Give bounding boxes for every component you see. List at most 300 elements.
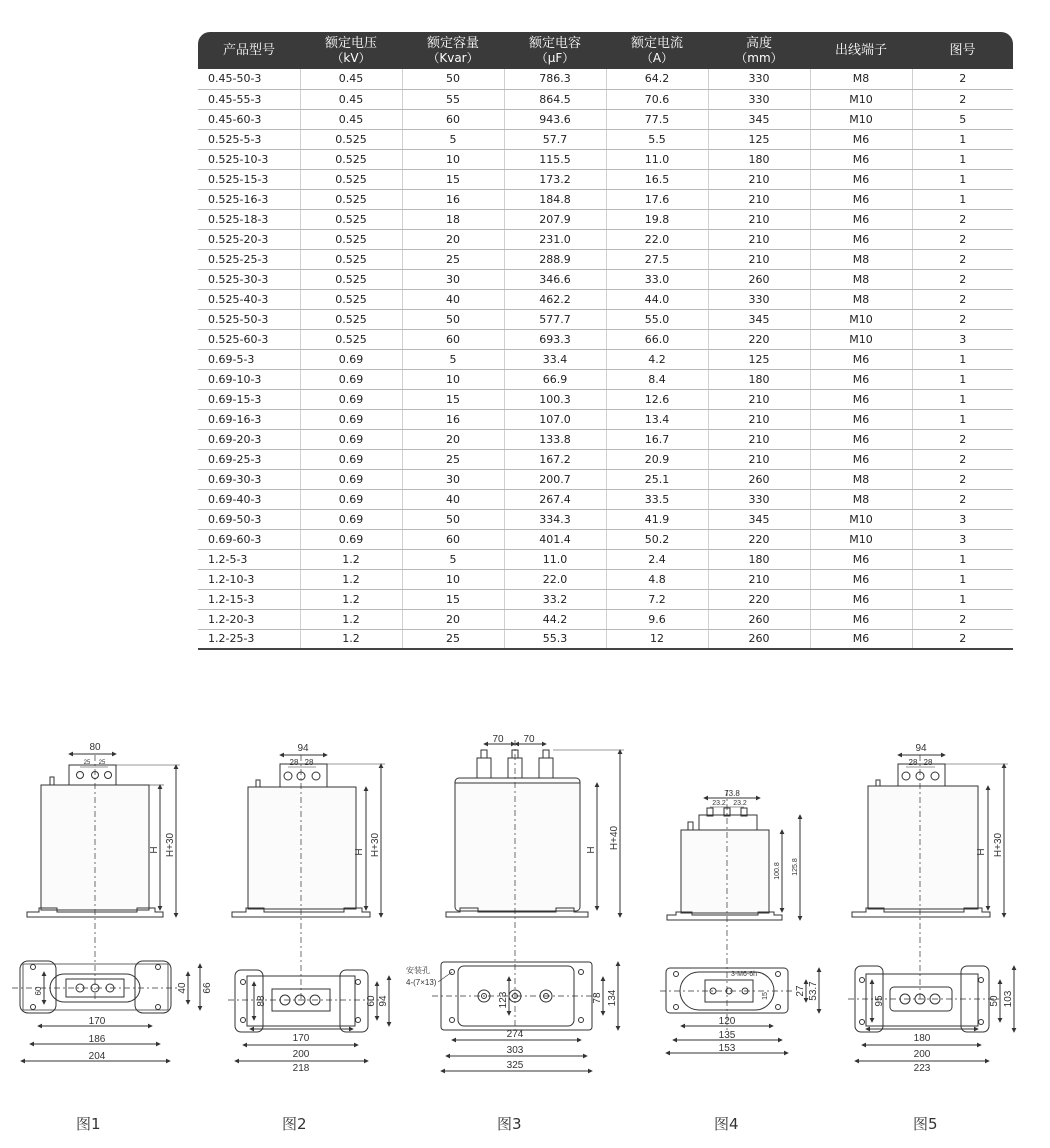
table-cell: 0.69-50-3 <box>198 509 300 529</box>
table-cell: 66.9 <box>504 369 606 389</box>
table-cell: M6 <box>810 349 912 369</box>
fig3-side-a: 78 <box>592 992 603 1004</box>
table-row <box>198 209 1013 229</box>
table-cell: 107.0 <box>504 409 606 429</box>
table-cell: 66.0 <box>606 329 708 349</box>
table-cell: 50 <box>402 309 504 329</box>
table-cell: M6 <box>810 189 912 209</box>
table-cell: 0.69 <box>300 369 402 389</box>
column-header <box>606 32 708 69</box>
table-cell: 334.3 <box>504 509 606 529</box>
table-cell: 50.2 <box>606 529 708 549</box>
table-cell: 41.9 <box>606 509 708 529</box>
table-cell: 57.7 <box>504 129 606 149</box>
table-cell: 1.2 <box>300 549 402 569</box>
table-cell: 0.525 <box>300 129 402 149</box>
table-cell: 1.2 <box>300 629 402 649</box>
figure-1-drawing <box>12 754 200 1061</box>
table-cell: 1 <box>912 129 1013 149</box>
table-cell: 346.6 <box>504 269 606 289</box>
table-cell: 2 <box>912 69 1013 89</box>
fig1-dim-2: 204 <box>88 1051 106 1062</box>
table-row <box>198 469 1013 489</box>
table-row <box>198 389 1013 409</box>
table-cell: 1 <box>912 389 1013 409</box>
table-row <box>198 509 1013 529</box>
table-cell: 55.3 <box>504 629 606 649</box>
fig4-pitch-b: 23.2 <box>733 800 747 807</box>
table-cell: 0.45-50-3 <box>198 69 300 89</box>
table-cell: 40 <box>402 489 504 509</box>
table-cell: 25 <box>402 629 504 649</box>
table-cell: 77.5 <box>606 109 708 129</box>
table-cell: 167.2 <box>504 449 606 469</box>
column-header-unit: （A） <box>640 50 674 65</box>
table-cell: 0.45-55-3 <box>198 89 300 109</box>
column-header-label: 产品型号 <box>222 42 275 58</box>
table-row <box>198 429 1013 449</box>
table-cell: 25 <box>402 249 504 269</box>
table-row <box>198 309 1013 329</box>
table-cell: 7.2 <box>606 589 708 609</box>
table-cell: M10 <box>810 529 912 549</box>
column-header <box>810 32 912 69</box>
fig1-side-c: 66 <box>202 982 213 994</box>
table-cell: 0.525 <box>300 229 402 249</box>
table-cell: 345 <box>708 509 810 529</box>
fig1-top-width: 80 <box>89 742 101 753</box>
fig4-h1: 100.8 <box>774 862 781 880</box>
table-cell: 44.0 <box>606 289 708 309</box>
table-cell: 180 <box>708 149 810 169</box>
fig5-height-total: H+30 <box>993 832 1004 858</box>
table-row <box>198 269 1013 289</box>
fig2-dim-0: 170 <box>292 1033 310 1044</box>
table-row <box>198 369 1013 389</box>
table-cell: 0.525-60-3 <box>198 329 300 349</box>
fig2-dim-2: 218 <box>292 1063 310 1074</box>
spec-table <box>198 32 1013 650</box>
table-cell: 19.8 <box>606 209 708 229</box>
table-row <box>198 249 1013 269</box>
table-row <box>198 609 1013 629</box>
table-cell: 267.4 <box>504 489 606 509</box>
table-row <box>198 229 1013 249</box>
table-cell: 0.69 <box>300 409 402 429</box>
table-cell: 1.2-15-3 <box>198 589 300 609</box>
fig2-height-total: H+30 <box>370 832 381 858</box>
table-cell: 5 <box>402 129 504 149</box>
table-cell: 0.69 <box>300 429 402 449</box>
table-cell: 0.525 <box>300 329 402 349</box>
figure-3-caption: 图3 <box>497 1115 522 1133</box>
figure-4-caption: 图4 <box>714 1115 739 1133</box>
table-cell: 70.6 <box>606 89 708 109</box>
table-row <box>198 529 1013 549</box>
table-cell: 0.69-30-3 <box>198 469 300 489</box>
table-cell: 2 <box>912 269 1013 289</box>
table-cell: 260 <box>708 469 810 489</box>
table-cell: 50 <box>402 69 504 89</box>
table-row <box>198 589 1013 609</box>
fig5-side-a: 50 <box>989 995 1000 1007</box>
table-cell: 27.5 <box>606 249 708 269</box>
table-cell: 4.2 <box>606 349 708 369</box>
table-cell: 0.525 <box>300 249 402 269</box>
table-cell: 2 <box>912 209 1013 229</box>
table-cell: 184.8 <box>504 189 606 209</box>
fig1-side-b: 40 <box>177 982 188 994</box>
column-header-label: 额定容量 <box>426 35 479 51</box>
table-cell: 18 <box>402 209 504 229</box>
fig5-pitch-b: 28 <box>923 758 933 767</box>
table-cell: 0.525 <box>300 189 402 209</box>
table-row <box>198 629 1013 649</box>
table-cell: 864.5 <box>504 89 606 109</box>
table-cell: 125 <box>708 349 810 369</box>
table-cell: 210 <box>708 169 810 189</box>
fig3-dim-0: 274 <box>506 1029 524 1040</box>
fig2-top-width: 94 <box>297 743 309 754</box>
table-cell: 0.525-5-3 <box>198 129 300 149</box>
table-cell: 0.45-60-3 <box>198 109 300 129</box>
table-cell: 220 <box>708 529 810 549</box>
table-cell: 0.69 <box>300 349 402 369</box>
table-cell: 0.525 <box>300 309 402 329</box>
table-cell: 1.2-5-3 <box>198 549 300 569</box>
table-cell: 0.69 <box>300 509 402 529</box>
figure-5-caption: 图5 <box>913 1115 938 1133</box>
table-cell: 20 <box>402 229 504 249</box>
fig4-dim-0: 120 <box>718 1016 736 1027</box>
table-cell: 210 <box>708 429 810 449</box>
table-cell: 2 <box>912 449 1013 469</box>
column-header <box>504 32 606 69</box>
table-cell: 5 <box>402 349 504 369</box>
table-cell: 2 <box>912 469 1013 489</box>
table-cell: 462.2 <box>504 289 606 309</box>
column-header-label: 图号 <box>949 42 976 58</box>
table-cell: 3 <box>912 529 1013 549</box>
table-cell: 2 <box>912 249 1013 269</box>
table-cell: 5.5 <box>606 129 708 149</box>
table-cell: 8.4 <box>606 369 708 389</box>
table-cell: 25.1 <box>606 469 708 489</box>
fig1-height-total: H+30 <box>165 832 176 858</box>
fig2-pitch-a: 28 <box>289 758 299 767</box>
table-cell: M6 <box>810 169 912 189</box>
column-header-label: 出线端子 <box>834 42 887 58</box>
table-cell: M6 <box>810 549 912 569</box>
table-cell: 330 <box>708 89 810 109</box>
table-cell: M6 <box>810 209 912 229</box>
fig3-dim-2: 325 <box>506 1060 524 1071</box>
table-cell: M8 <box>810 489 912 509</box>
table-cell: 330 <box>708 69 810 89</box>
fig3-side-b: 134 <box>607 989 618 1007</box>
table-cell: M8 <box>810 469 912 489</box>
table-cell: M6 <box>810 369 912 389</box>
table-cell: 2 <box>912 429 1013 449</box>
fig3-height-total: H+40 <box>609 825 620 851</box>
column-header <box>708 32 810 69</box>
table-cell: 16 <box>402 409 504 429</box>
fig4-side-a: 27 <box>795 985 806 997</box>
table-cell: 64.2 <box>606 69 708 89</box>
table-cell: 0.525-25-3 <box>198 249 300 269</box>
table-row <box>198 69 1013 89</box>
table-cell: 577.7 <box>504 309 606 329</box>
table-cell: 0.69-20-3 <box>198 429 300 449</box>
table-cell: 10 <box>402 569 504 589</box>
table-cell: 0.69-25-3 <box>198 449 300 469</box>
table-cell: 33.5 <box>606 489 708 509</box>
table-cell: 33.0 <box>606 269 708 289</box>
table-cell: 1 <box>912 589 1013 609</box>
table-cell: 20 <box>402 609 504 629</box>
table-body <box>198 69 1013 649</box>
table-row <box>198 569 1013 589</box>
table-row <box>198 169 1013 189</box>
table-cell: 1 <box>912 549 1013 569</box>
fig4-h2: 125.8 <box>792 858 799 876</box>
table-cell: M6 <box>810 569 912 589</box>
table-cell: 33.2 <box>504 589 606 609</box>
fig5-dim-0: 180 <box>913 1033 931 1044</box>
table-cell: 0.69 <box>300 529 402 549</box>
table-cell: 288.9 <box>504 249 606 269</box>
outline-drawings <box>0 730 1050 1110</box>
table-cell: 693.3 <box>504 329 606 349</box>
column-header <box>198 32 300 69</box>
table-cell: 1 <box>912 189 1013 209</box>
fig4-thread: 3-M6-6h <box>730 971 758 978</box>
table-cell: 0.525 <box>300 269 402 289</box>
table-cell: 1.2-10-3 <box>198 569 300 589</box>
table-cell: 260 <box>708 629 810 649</box>
fig3-mount-spec: 4-(7×13) <box>406 978 437 987</box>
fig5-height: H <box>976 848 987 856</box>
table-cell: 0.525 <box>300 149 402 169</box>
table-cell: M10 <box>810 509 912 529</box>
table-cell: M6 <box>810 629 912 649</box>
table-cell: 210 <box>708 569 810 589</box>
fig2-side-a: 60 <box>366 995 377 1007</box>
table-cell: 220 <box>708 329 810 349</box>
table-cell: 11.0 <box>504 549 606 569</box>
table-cell: 60 <box>402 109 504 129</box>
table-cell: 60 <box>402 329 504 349</box>
table-cell: 0.69-16-3 <box>198 409 300 429</box>
table-cell: 1.2 <box>300 569 402 589</box>
table-cell: 0.525-15-3 <box>198 169 300 189</box>
figure-5-drawing <box>848 755 1014 1061</box>
table-cell: 0.69-15-3 <box>198 389 300 409</box>
table-row <box>198 409 1013 429</box>
table-cell: 17.6 <box>606 189 708 209</box>
table-cell: 3 <box>912 509 1013 529</box>
table-cell: 16.7 <box>606 429 708 449</box>
fig2-dim-1: 200 <box>292 1049 310 1060</box>
table-row <box>198 349 1013 369</box>
table-cell: 220 <box>708 589 810 609</box>
fig1-dim-0: 170 <box>88 1016 106 1027</box>
table-cell: 260 <box>708 609 810 629</box>
table-cell: 0.45 <box>300 89 402 109</box>
table-cell: 33.4 <box>504 349 606 369</box>
table-cell: 4.8 <box>606 569 708 589</box>
table-cell: 40 <box>402 289 504 309</box>
table-cell: 200.7 <box>504 469 606 489</box>
fig1-side-a: 60 <box>34 986 43 996</box>
table-row <box>198 549 1013 569</box>
column-header-label: 高度 <box>745 35 772 51</box>
column-header-label: 额定电流 <box>630 35 683 51</box>
table-cell: 0.525-40-3 <box>198 289 300 309</box>
fig5-side-b: 103 <box>1003 990 1014 1008</box>
fig4-top-width: 73.8 <box>724 789 740 798</box>
table-cell: 0.69 <box>300 489 402 509</box>
table-cell: 5 <box>402 549 504 569</box>
fig3-height: H <box>586 846 597 854</box>
fig4-dim-2: 153 <box>718 1043 736 1054</box>
table-cell: 1 <box>912 169 1013 189</box>
fig3-dim-1: 303 <box>506 1045 524 1056</box>
table-cell: 12.6 <box>606 389 708 409</box>
table-cell: 0.525-20-3 <box>198 229 300 249</box>
table-cell: 2.4 <box>606 549 708 569</box>
table-cell: 401.4 <box>504 529 606 549</box>
table-cell: 1.2 <box>300 609 402 629</box>
table-cell: M8 <box>810 289 912 309</box>
table-cell: 1.2 <box>300 589 402 609</box>
table-cell: M6 <box>810 149 912 169</box>
table-cell: 0.525-50-3 <box>198 309 300 329</box>
table-cell: 10 <box>402 369 504 389</box>
table-cell: 2 <box>912 309 1013 329</box>
table-cell: 210 <box>708 449 810 469</box>
table-row <box>198 189 1013 209</box>
table-cell: 1 <box>912 349 1013 369</box>
table-cell: 1 <box>912 409 1013 429</box>
table-cell: M10 <box>810 89 912 109</box>
column-header <box>300 32 402 69</box>
table-cell: M10 <box>810 109 912 129</box>
table-cell: 2 <box>912 229 1013 249</box>
table-cell: 133.8 <box>504 429 606 449</box>
fig3-center-dim: 123 <box>498 991 509 1009</box>
table-cell: 15 <box>402 389 504 409</box>
figure-1-caption: 图1 <box>76 1115 101 1133</box>
table-cell: 55 <box>402 89 504 109</box>
table-cell: 180 <box>708 549 810 569</box>
table-cell: 180 <box>708 369 810 389</box>
table-cell: 20 <box>402 429 504 449</box>
table-cell: 9.6 <box>606 609 708 629</box>
table-cell: 0.69-40-3 <box>198 489 300 509</box>
table-cell: 3 <box>912 329 1013 349</box>
fig1-pitch-a: 25 <box>83 760 91 766</box>
table-cell: 30 <box>402 469 504 489</box>
table-cell: 125 <box>708 129 810 149</box>
table-cell: M6 <box>810 409 912 429</box>
table-cell: 22.0 <box>504 569 606 589</box>
table-cell: 2 <box>912 89 1013 109</box>
table-cell: 330 <box>708 289 810 309</box>
table-cell: 44.2 <box>504 609 606 629</box>
table-cell: 13.4 <box>606 409 708 429</box>
column-header-unit: （μF） <box>535 50 575 65</box>
table-cell: 0.525 <box>300 169 402 189</box>
table-cell: 210 <box>708 229 810 249</box>
fig3-pitch-a: 70 <box>492 734 504 745</box>
table-cell: 0.69-60-3 <box>198 529 300 549</box>
table-cell: 16 <box>402 189 504 209</box>
table-cell: 55.0 <box>606 309 708 329</box>
fig5-top-width: 94 <box>915 743 927 754</box>
table-cell: 16.5 <box>606 169 708 189</box>
table-row <box>198 489 1013 509</box>
fig2-side-b: 94 <box>378 995 389 1007</box>
table-cell: 50 <box>402 509 504 529</box>
table-cell: 1 <box>912 569 1013 589</box>
table-cell: 345 <box>708 109 810 129</box>
table-cell: 1.2-20-3 <box>198 609 300 629</box>
table-cell: 1 <box>912 149 1013 169</box>
table-cell: 1 <box>912 369 1013 389</box>
table-cell: 260 <box>708 269 810 289</box>
table-cell: 25 <box>402 449 504 469</box>
table-cell: M8 <box>810 269 912 289</box>
column-header-unit: （Kvar） <box>427 50 479 65</box>
fig4-side-b: 53.7 <box>808 981 819 1001</box>
table-cell: 0.525-10-3 <box>198 149 300 169</box>
table-cell: 1.2-25-3 <box>198 629 300 649</box>
fig3-mount-label: 安装孔 <box>406 966 430 975</box>
table-cell: 100.3 <box>504 389 606 409</box>
fig1-height: H <box>149 846 160 854</box>
table-cell: 11.0 <box>606 149 708 169</box>
fig4-small: 15 <box>762 992 769 1000</box>
table-cell: 173.2 <box>504 169 606 189</box>
fig3-pitch-b: 70 <box>523 734 535 745</box>
table-cell: 0.69-10-3 <box>198 369 300 389</box>
table-cell: 0.525 <box>300 209 402 229</box>
fig5-dim-1: 200 <box>913 1049 931 1060</box>
figure-3-drawing <box>432 740 624 1071</box>
table-cell: M10 <box>810 309 912 329</box>
table-cell: 30 <box>402 269 504 289</box>
table-cell: 15 <box>402 169 504 189</box>
fig5-side-left: 95 <box>874 995 885 1007</box>
table-cell: M6 <box>810 609 912 629</box>
column-header-label: 额定电容 <box>528 35 581 51</box>
table-cell: 943.6 <box>504 109 606 129</box>
table-cell: 0.525 <box>300 289 402 309</box>
fig5-dim-2: 223 <box>913 1063 931 1074</box>
table-cell: 210 <box>708 209 810 229</box>
fig1-pitch-b: 25 <box>98 760 106 766</box>
table-row <box>198 449 1013 469</box>
table-cell: 0.69 <box>300 449 402 469</box>
column-header <box>402 32 504 69</box>
table-cell: 2 <box>912 609 1013 629</box>
table-cell: 20.9 <box>606 449 708 469</box>
table-cell: 12 <box>606 629 708 649</box>
table-cell: 210 <box>708 249 810 269</box>
table-row <box>198 329 1013 349</box>
table-cell: 210 <box>708 409 810 429</box>
